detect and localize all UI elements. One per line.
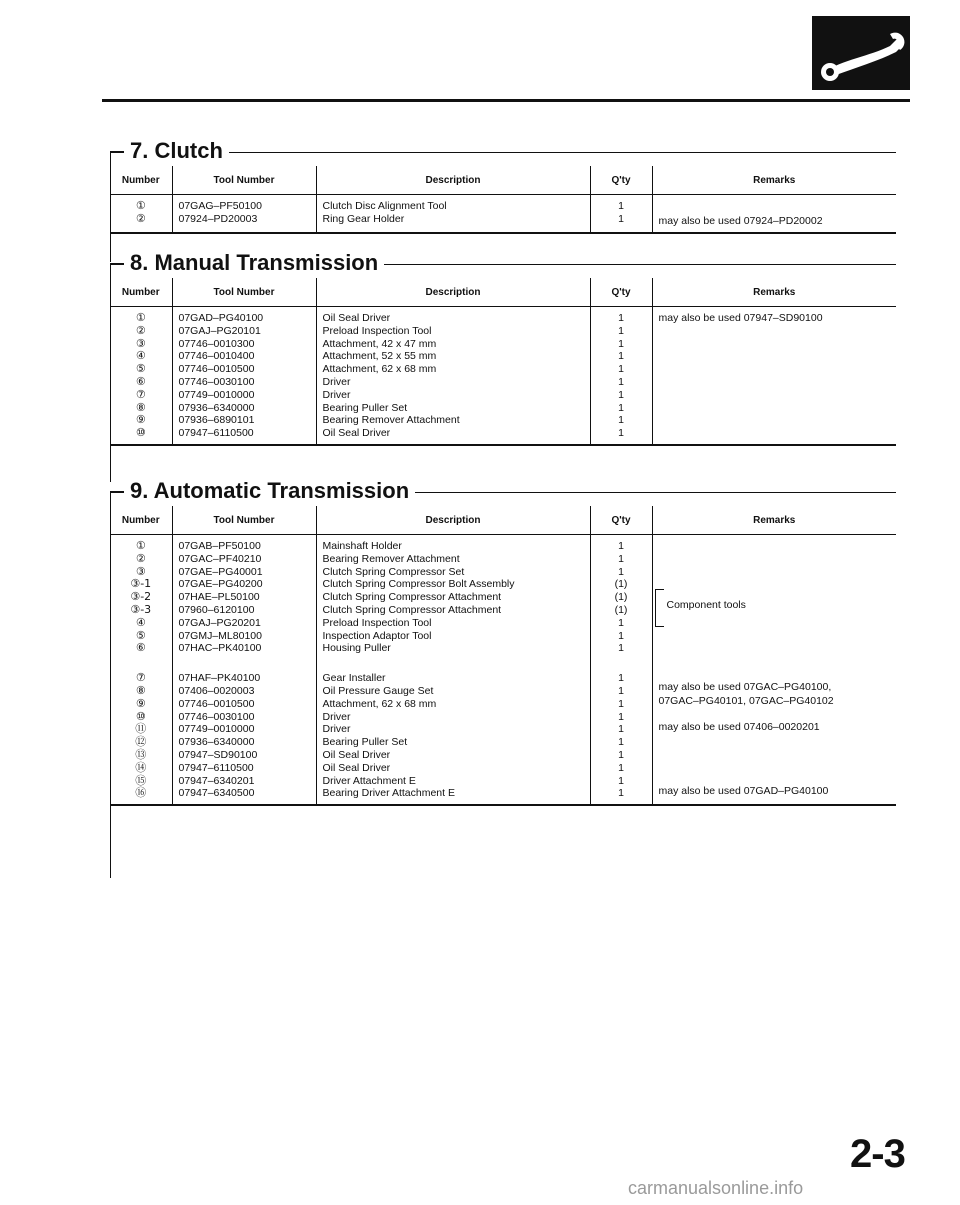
cell-num: ③ bbox=[135, 564, 146, 578]
cell-desc: Ring Gear Holder bbox=[322, 212, 405, 225]
cell-desc: Clutch Spring Compressor Attachment bbox=[322, 591, 502, 604]
cell-tool: 07746–0010400 bbox=[178, 350, 255, 363]
section-title: 8. Manual Transmission bbox=[130, 248, 384, 278]
cell-tool: 07936–6890101 bbox=[178, 414, 255, 427]
cell-num: ② bbox=[135, 551, 146, 565]
cell-num: ⑫ bbox=[135, 735, 147, 749]
cell-tool: 07746–0030100 bbox=[178, 710, 255, 723]
col-qty: Q'ty bbox=[590, 506, 652, 535]
cell-desc: Clutch Spring Compressor Set bbox=[322, 565, 465, 578]
cell-desc: Inspection Adaptor Tool bbox=[322, 629, 432, 642]
cell-desc: Preload Inspection Tool bbox=[322, 324, 432, 337]
cell-num: ⑨ bbox=[135, 696, 146, 710]
cell-qty: 1 bbox=[618, 642, 624, 655]
remarks-column bbox=[652, 307, 896, 445]
col-number: Number bbox=[110, 166, 172, 195]
cell-qty: 1 bbox=[618, 350, 624, 363]
cell-tool: 07749–0010000 bbox=[178, 388, 255, 401]
page-number: 2-3 bbox=[850, 1132, 905, 1176]
remark-text: may also be used 07947–SD90100 bbox=[658, 312, 823, 324]
cell-tool: 07HAC–PK40100 bbox=[178, 642, 262, 655]
cell-desc: Mainshaft Holder bbox=[322, 540, 402, 552]
cell-desc: Driver bbox=[322, 710, 351, 723]
cell-qty: 1 bbox=[618, 388, 624, 401]
cell-desc: Preload Inspection Tool bbox=[322, 616, 432, 629]
description-column bbox=[316, 535, 590, 806]
cell-num: ⑧ bbox=[135, 683, 146, 697]
col-qty: Q'ty bbox=[590, 166, 652, 195]
cell-desc: Bearing Puller Set bbox=[322, 736, 408, 749]
cell-tool: 07GAJ–PG20201 bbox=[178, 616, 261, 629]
cell-desc: Oil Seal Driver bbox=[322, 761, 391, 774]
cell-tool: 07947–6340500 bbox=[178, 787, 255, 800]
cell-num: ③-2 bbox=[130, 590, 152, 604]
cell-num bbox=[116, 655, 166, 672]
cell-qty: 1 bbox=[618, 787, 624, 800]
cell-qty: 1 bbox=[618, 414, 624, 427]
cell-num: ⑯ bbox=[135, 786, 147, 800]
cell-num: ⑬ bbox=[135, 747, 147, 761]
cell-qty: 1 bbox=[618, 761, 624, 774]
cell-qty: 1 bbox=[618, 616, 624, 629]
cell-desc: Bearing Puller Set bbox=[322, 401, 408, 414]
clutch-tools-table bbox=[110, 166, 896, 234]
remark-component-tools: Component tools bbox=[666, 599, 746, 611]
cell-tool: 07947–6110500 bbox=[178, 427, 254, 440]
cell-desc: Driver bbox=[322, 723, 351, 736]
col-description: Description bbox=[316, 166, 590, 195]
cell-desc: Housing Puller bbox=[322, 642, 391, 655]
cell-num: ① bbox=[135, 539, 146, 552]
cell-tool: 07746–0010300 bbox=[178, 337, 255, 350]
cell-desc: Bearing Remover Attachment bbox=[322, 414, 460, 427]
cell-num: ④ bbox=[135, 349, 146, 363]
number-column bbox=[110, 307, 172, 445]
cell-desc: Gear Installer bbox=[322, 672, 386, 685]
col-remarks: Remarks bbox=[652, 506, 896, 535]
cell-qty: 1 bbox=[618, 427, 624, 440]
cell-num: ⑮ bbox=[135, 773, 147, 787]
cell-tool: 07746–0010500 bbox=[178, 697, 255, 710]
cell-qty: 1 bbox=[618, 200, 624, 212]
cell-qty: 1 bbox=[618, 736, 624, 749]
cell-desc: Driver Attachment E bbox=[322, 774, 416, 787]
remark-housing-puller-line2: 07GAC–PG40101, 07GAC–PG40102 bbox=[658, 695, 834, 707]
col-tool-number: Tool Number bbox=[172, 166, 316, 195]
cell-desc: Attachment, 62 x 68 mm bbox=[322, 363, 437, 376]
cell-num: ⑤ bbox=[135, 362, 146, 376]
cell-num: ① bbox=[135, 199, 146, 212]
remarks-column bbox=[652, 535, 896, 806]
cell-num: ③-3 bbox=[130, 602, 152, 616]
cell-desc: Attachment, 62 x 68 mm bbox=[322, 697, 437, 710]
col-qty: Q'ty bbox=[590, 278, 652, 307]
remark-oil-seal-driver: may also be used 07GAD–PG40100 bbox=[658, 785, 829, 797]
cell-desc: Bearing Driver Attachment E bbox=[322, 787, 455, 800]
cell-qty: (1) bbox=[614, 603, 628, 616]
tool-number-column bbox=[172, 307, 316, 445]
section-heading bbox=[110, 136, 896, 166]
cell-num: ② bbox=[135, 211, 146, 225]
cell-qty: 1 bbox=[618, 723, 624, 736]
cell-num: ⑨ bbox=[135, 413, 146, 427]
cell-tool: 07746–0010500 bbox=[178, 363, 255, 376]
cell-tool: 07GAD–PG40100 bbox=[178, 312, 264, 324]
cell-tool: 07749–0010000 bbox=[178, 723, 255, 736]
cell-qty: 1 bbox=[618, 401, 624, 414]
qty-column bbox=[590, 195, 652, 233]
cell-num: ③ bbox=[135, 336, 146, 350]
remarks-column bbox=[652, 195, 896, 233]
col-tool-number: Tool Number bbox=[172, 278, 316, 307]
cell-desc: Clutch Spring Compressor Bolt Assembly bbox=[322, 578, 515, 591]
remark-housing-puller-line1: may also be used 07GAC–PG40100, bbox=[658, 681, 832, 693]
section-automatic-transmission bbox=[110, 476, 896, 806]
cell-num: ⑩ bbox=[135, 426, 146, 440]
tool-number-column bbox=[172, 195, 316, 233]
section-manual-transmission bbox=[110, 248, 896, 446]
automatic-tools-table bbox=[110, 506, 896, 806]
section-clutch bbox=[110, 136, 896, 234]
cell-desc: Clutch Spring Compressor Attachment bbox=[322, 603, 502, 616]
cell-qty: 1 bbox=[618, 324, 624, 337]
cell-num: ④ bbox=[135, 615, 146, 629]
cell-desc: Bearing Remover Attachment bbox=[322, 552, 460, 565]
cell-qty: 1 bbox=[618, 363, 624, 376]
section-title: 9. Automatic Transmission bbox=[130, 476, 415, 506]
cell-desc: Oil Seal Driver bbox=[322, 748, 391, 761]
section-heading bbox=[110, 476, 896, 506]
cell-desc: Attachment, 42 x 47 mm bbox=[322, 337, 437, 350]
cell-desc: Oil Pressure Gauge Set bbox=[322, 684, 434, 697]
cell-qty: 1 bbox=[618, 748, 624, 761]
cell-qty: 1 bbox=[618, 697, 624, 710]
cell-num: ⑦ bbox=[135, 387, 146, 401]
col-description: Description bbox=[316, 506, 590, 535]
cell-qty: (1) bbox=[614, 591, 628, 604]
cell-tool: 07GAG–PF50100 bbox=[178, 200, 262, 212]
number-column bbox=[110, 195, 172, 233]
cell-desc: Oil Seal Driver bbox=[322, 427, 391, 440]
cell-qty: 1 bbox=[618, 337, 624, 350]
remark-pressure-gauge: may also be used 07406–0020201 bbox=[658, 721, 820, 733]
component-bracket bbox=[655, 589, 664, 627]
number-column bbox=[110, 535, 172, 806]
cell-num: ① bbox=[135, 311, 146, 324]
description-column bbox=[316, 307, 590, 445]
cell-desc: Oil Seal Driver bbox=[322, 312, 391, 324]
cell-num: ⑥ bbox=[135, 641, 146, 655]
cell-desc bbox=[323, 655, 584, 672]
col-remarks: Remarks bbox=[652, 166, 896, 195]
cell-num: ⑧ bbox=[135, 400, 146, 414]
cell-num: ⑤ bbox=[135, 628, 146, 642]
cell-qty: 1 bbox=[618, 774, 624, 787]
cell-num: ② bbox=[135, 323, 146, 337]
cell-tool: 07HAF–PK40100 bbox=[178, 672, 261, 685]
col-tool-number: Tool Number bbox=[172, 506, 316, 535]
cell-num: ⑥ bbox=[135, 374, 146, 388]
cell-tool: 07GAJ–PG20101 bbox=[178, 324, 261, 337]
cell-qty: 1 bbox=[618, 312, 624, 324]
cell-tool: 07936–6340000 bbox=[178, 401, 255, 414]
manual-tools-table bbox=[110, 278, 896, 446]
cell-desc: Driver bbox=[322, 388, 351, 401]
cell-tool: 07936–6340000 bbox=[178, 736, 255, 749]
col-number: Number bbox=[110, 278, 172, 307]
cell-qty: 1 bbox=[618, 212, 624, 225]
cell-qty: 1 bbox=[618, 672, 624, 685]
cell-num: ⑪ bbox=[135, 722, 147, 736]
cell-tool: 07GAB–PF50100 bbox=[178, 540, 261, 552]
cell-qty: 1 bbox=[618, 710, 624, 723]
cell-qty: 1 bbox=[618, 565, 624, 578]
cell-tool: 07GAE–PG40001 bbox=[178, 565, 263, 578]
remark-text: may also be used 07924–PD20002 bbox=[658, 214, 823, 227]
qty-column bbox=[590, 307, 652, 445]
header-rule bbox=[102, 99, 910, 102]
section-heading bbox=[110, 248, 896, 278]
col-remarks: Remarks bbox=[652, 278, 896, 307]
cell-desc: Attachment, 52 x 55 mm bbox=[322, 350, 437, 363]
cell-qty: 1 bbox=[618, 629, 624, 642]
cell-tool: 07406–0020003 bbox=[178, 684, 255, 697]
description-column bbox=[316, 195, 590, 233]
cell-tool: 07947–6340201 bbox=[178, 774, 255, 787]
cell-desc: Driver bbox=[322, 375, 351, 388]
cell-qty bbox=[597, 655, 646, 672]
watermark: carmanualsonline.info bbox=[628, 1178, 804, 1198]
cell-tool: 07960–6120100 bbox=[178, 603, 255, 616]
wrench-logo-icon bbox=[812, 16, 910, 90]
cell-qty: 1 bbox=[618, 552, 624, 565]
cell-num: ⑩ bbox=[135, 709, 146, 723]
col-number: Number bbox=[110, 506, 172, 535]
cell-tool bbox=[179, 655, 310, 672]
cell-tool: 07GAE–PG40200 bbox=[178, 578, 263, 591]
cell-tool: 07947–SD90100 bbox=[178, 748, 258, 761]
cell-tool: 07947–6110500 bbox=[178, 761, 254, 774]
qty-column bbox=[590, 535, 652, 806]
cell-tool: 07GMJ–ML80100 bbox=[178, 629, 262, 642]
cell-desc: Clutch Disc Alignment Tool bbox=[322, 200, 447, 212]
cell-tool: 07HAE–PL50100 bbox=[178, 591, 260, 604]
cell-qty: 1 bbox=[618, 540, 624, 552]
tool-number-column bbox=[172, 535, 316, 806]
cell-qty: 1 bbox=[618, 684, 624, 697]
cell-qty: (1) bbox=[614, 578, 628, 591]
section-title: 7. Clutch bbox=[130, 136, 229, 166]
cell-tool: 07746–0030100 bbox=[178, 375, 255, 388]
col-description: Description bbox=[316, 278, 590, 307]
cell-tool: 07924–PD20003 bbox=[178, 212, 258, 225]
cell-num: ⑦ bbox=[135, 671, 146, 685]
cell-qty: 1 bbox=[618, 375, 624, 388]
cell-num: ③-1 bbox=[130, 577, 152, 591]
cell-tool: 07GAC–PF40210 bbox=[178, 552, 262, 565]
cell-num: ⑭ bbox=[135, 760, 147, 774]
